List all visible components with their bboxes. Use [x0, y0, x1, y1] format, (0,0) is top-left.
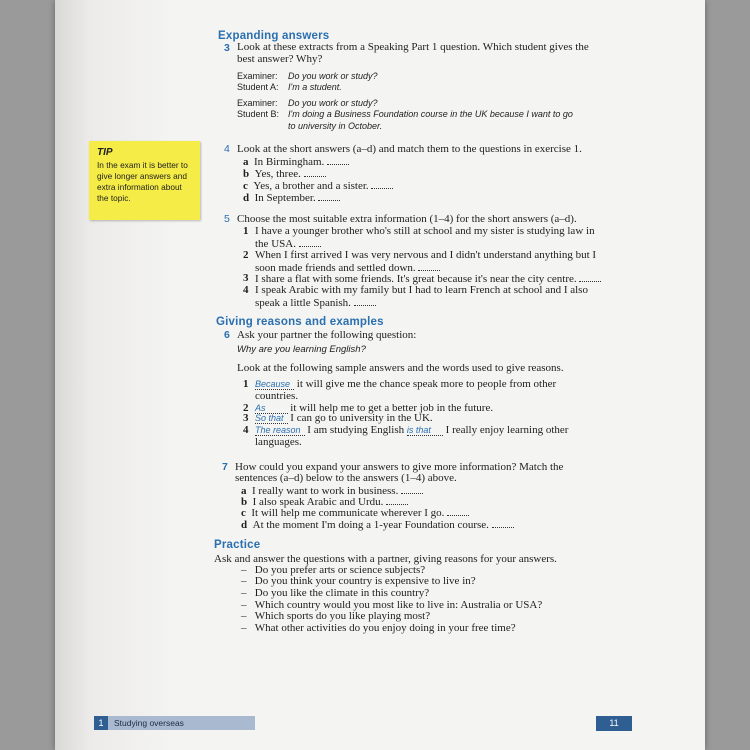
dialog-text: I'm a student.	[288, 82, 342, 92]
item-number: 3	[243, 272, 249, 284]
dialog-text: Do you work or study?	[288, 98, 378, 108]
answer-blank[interactable]	[371, 179, 393, 189]
dialog-text: I'm doing a Business Foundation course in the UK because I want to go	[288, 109, 573, 119]
list-item: The reason I am studying English is that I really enjoy learning other	[255, 424, 569, 436]
exercise-7-text-line2: sentences (a–d) below to the answers (1–4) above.	[235, 472, 457, 484]
answer-blank[interactable]	[401, 484, 423, 494]
filled-blank: So that	[255, 413, 288, 424]
item-number: 3	[243, 412, 249, 424]
dialog-text: Do you work or study?	[288, 71, 378, 81]
list-item: – Which sports do you like playing most?	[241, 610, 431, 622]
tip-line: give longer answers and	[97, 171, 187, 181]
list-item: d In September.	[243, 191, 340, 204]
list-item: c It will help me communicate wherever I go.	[241, 506, 469, 519]
dialog-label: Student A:	[237, 82, 279, 92]
exercise-number: 7	[222, 461, 228, 473]
unit-title: Studying overseas	[114, 718, 184, 728]
item-number: 1	[243, 225, 249, 237]
filled-blank: The reason	[255, 425, 305, 436]
list-item: – Do you prefer arts or science subjects?	[241, 564, 426, 576]
answer-blank[interactable]	[304, 167, 326, 177]
list-item: I share a flat with some friends. It's great because it's near the city centre.	[255, 272, 601, 285]
list-item: countries.	[255, 390, 299, 402]
exercise-4-text: Look at the short answers (a–d) and match them to the questions in exercise 1.	[237, 143, 582, 155]
list-item: I have a younger brother who's still at school and my sister is studying law in	[255, 225, 595, 237]
list-item: I speak Arabic with my family but I had to learn French at school and I also	[255, 284, 588, 296]
dialog-label: Examiner:	[237, 71, 278, 81]
exercise-number: 5	[224, 213, 230, 225]
item-number: 1	[243, 378, 249, 390]
list-item: – Do you like the climate in this country?	[241, 587, 430, 599]
dialog-text: to university in October.	[288, 121, 383, 131]
list-item: the USA.	[255, 237, 321, 250]
list-item: When I first arrived I was very nervous and I didn't understand anything but I	[255, 249, 597, 261]
item-number: 4	[243, 284, 249, 296]
list-item: – Do you think your country is expensive to live in?	[241, 575, 476, 587]
answer-blank[interactable]	[327, 155, 349, 165]
item-number: 2	[243, 249, 249, 261]
list-item: As it will help me to get a better job in the future.	[255, 402, 494, 414]
answer-blank[interactable]	[299, 237, 321, 247]
tip-title: TIP	[97, 147, 113, 158]
exercise-6-question: Why are you learning English?	[237, 344, 366, 355]
exercise-3-text-line1: Look at these extracts from a Speaking Part 1 question. Which student gives the	[237, 41, 589, 53]
list-item: soon made friends and settled down.	[255, 261, 440, 274]
answer-blank[interactable]	[418, 261, 440, 271]
list-item: Because it will give me the chance speak more to people from other	[255, 378, 557, 390]
list-item: – Which country would you most like to live in: Australia or USA?	[241, 599, 543, 611]
footer-unit-bar	[94, 716, 255, 730]
tip-line: In the exam it is better to	[97, 160, 188, 170]
list-item: languages.	[255, 436, 302, 448]
exercise-7-text-line1: How could you expand your answers to give more information? Match the	[235, 461, 564, 473]
answer-blank[interactable]	[386, 495, 408, 505]
unit-number: 1	[94, 716, 108, 730]
section-heading-giving-reasons: Giving reasons and examples	[216, 316, 384, 328]
exercise-number: 4	[224, 143, 230, 155]
dialog-label: Examiner:	[237, 98, 278, 108]
exercise-6-text: Ask your partner the following question:	[237, 329, 417, 341]
list-item: speak a little Spanish.	[255, 296, 376, 309]
dialog-label: Student B:	[237, 109, 280, 119]
filled-blank: As	[255, 403, 288, 414]
section-heading-practice: Practice	[214, 539, 261, 551]
list-item: – What other activities do you enjoy doing in your free time?	[241, 622, 516, 634]
list-item: c Yes, a brother and a sister.	[243, 179, 393, 192]
answer-blank[interactable]	[354, 296, 376, 306]
exercise-number: 3	[224, 42, 230, 54]
answer-blank[interactable]	[447, 506, 469, 516]
answer-blank[interactable]	[318, 191, 340, 201]
tip-line: extra information about	[97, 182, 182, 192]
exercise-5-text: Choose the most suitable extra information (1–4) for the short answers (a–d).	[237, 213, 577, 225]
exercise-6-instruction: Look at the following sample answers and the words used to give reasons.	[237, 362, 564, 374]
page-number: 11	[596, 716, 632, 731]
answer-blank[interactable]	[579, 272, 601, 282]
list-item: a In Birmingham.	[243, 155, 349, 168]
list-item: d At the moment I'm doing a 1-year Foundation course.	[241, 518, 514, 531]
list-item: So that I can go to university in the UK.	[255, 412, 433, 424]
list-item: a I really want to work in business.	[241, 484, 423, 497]
practice-intro: Ask and answer the questions with a partner, giving reasons for your answers.	[214, 553, 557, 565]
list-item: b I also speak Arabic and Urdu.	[241, 495, 408, 508]
list-item: b Yes, three.	[243, 167, 326, 180]
item-number: 2	[243, 402, 249, 414]
tip-line: the topic.	[97, 193, 131, 203]
item-number: 4	[243, 424, 249, 436]
tip-box	[89, 141, 200, 220]
exercise-3-text-line2: best answer? Why?	[237, 53, 323, 65]
filled-blank: is that	[407, 425, 443, 436]
exercise-number: 6	[224, 329, 230, 341]
section-heading-expanding-answers: Expanding answers	[218, 30, 330, 42]
filled-blank: Because	[255, 379, 294, 390]
answer-blank[interactable]	[492, 518, 514, 528]
